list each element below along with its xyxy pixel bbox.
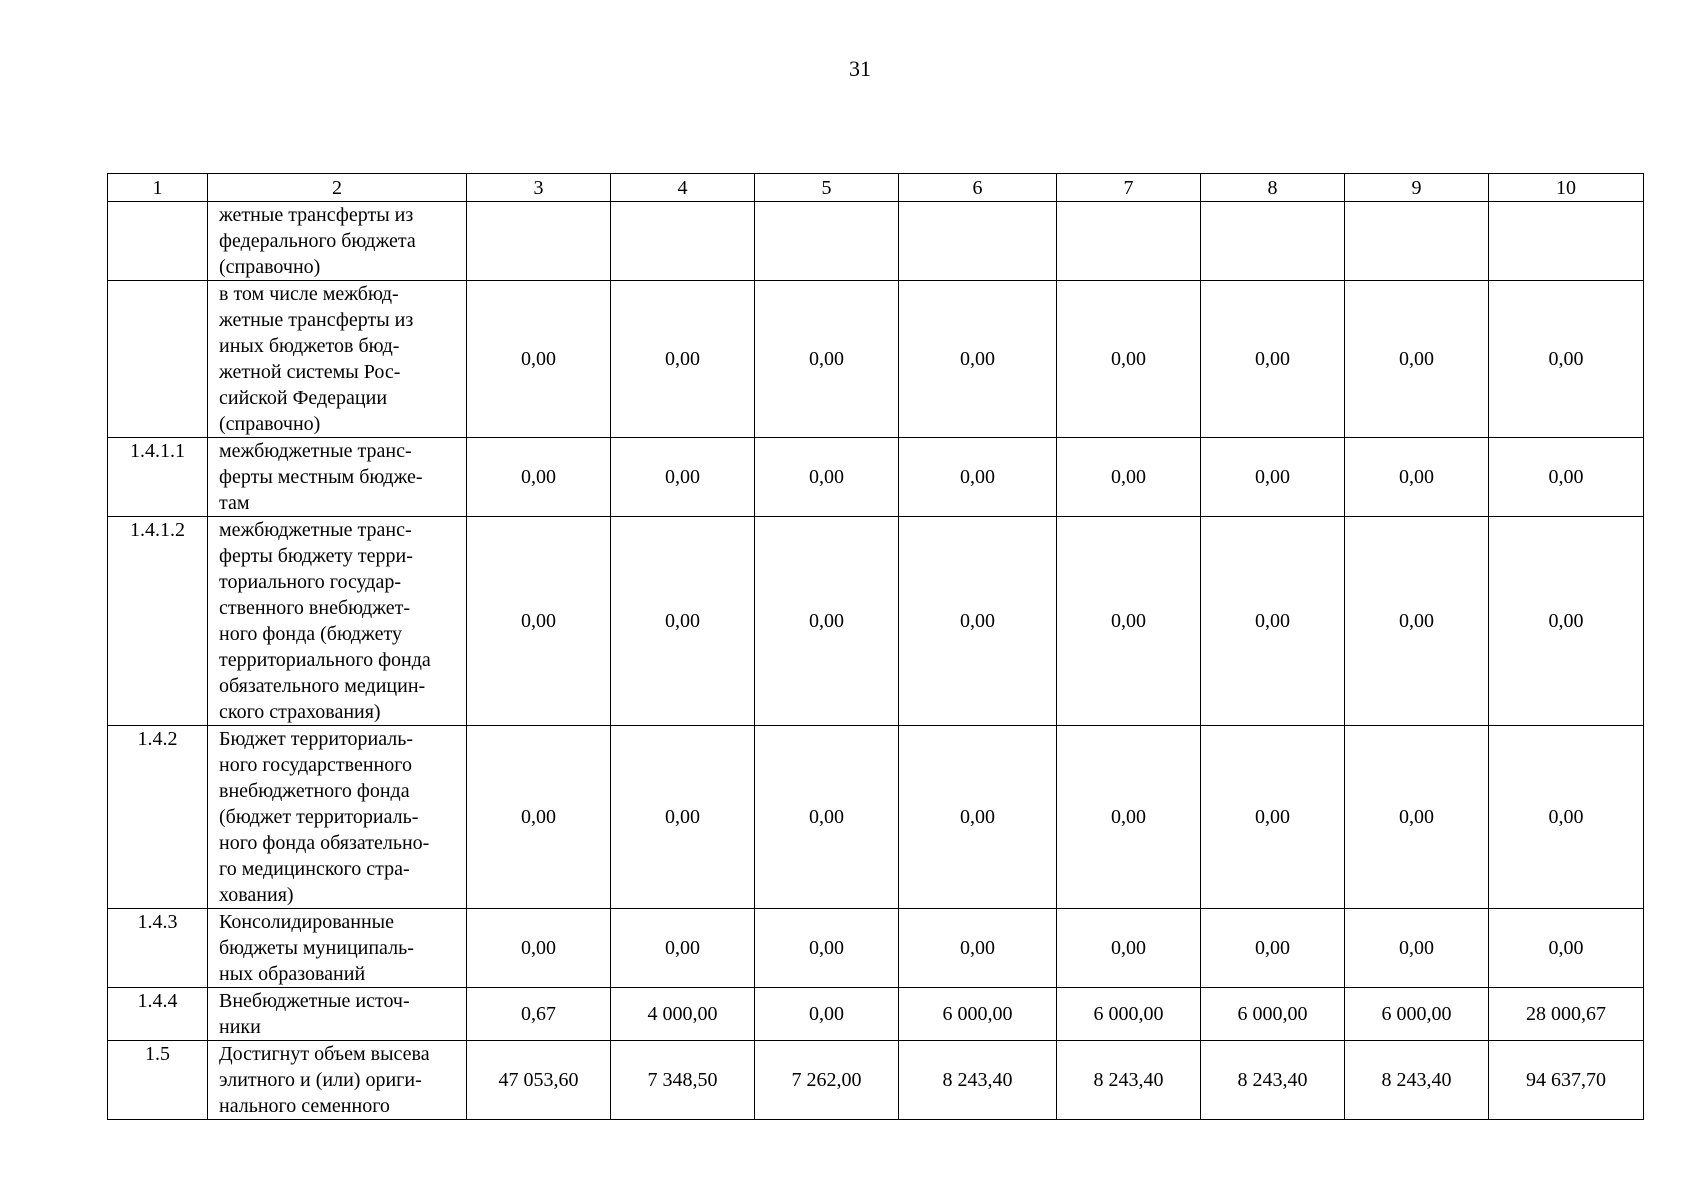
row-name-line: нального семенного	[219, 1095, 390, 1117]
row-name-line: (бюджет территориаль-	[219, 806, 419, 828]
row-name-line: межбюджетные транс-	[219, 440, 412, 462]
header-cell: 6	[899, 174, 1057, 202]
value-cell: 0,00	[611, 909, 755, 988]
value-cell: 0,00	[467, 438, 611, 517]
value-cell	[467, 202, 611, 281]
header-cell: 2	[208, 174, 467, 202]
value-cell: 0,00	[1201, 438, 1345, 517]
row-name-cell	[208, 909, 467, 988]
row-name-line: жетные трансферты из	[219, 204, 414, 226]
value-cell: 0,00	[1201, 281, 1345, 438]
row-name-line: ферты местным бюдже-	[219, 466, 423, 488]
value-cell: 4 000,00	[611, 988, 755, 1041]
row-name-line: в том числе межбюд-	[219, 283, 399, 305]
row-name-cell	[208, 726, 467, 909]
value-cell: 0,00	[467, 726, 611, 909]
value-cell: 0,00	[611, 726, 755, 909]
row-name-cell	[208, 438, 467, 517]
value-cell	[1345, 202, 1489, 281]
value-cell	[1489, 202, 1644, 281]
header-row	[108, 174, 1644, 202]
value-cell: 0,00	[899, 438, 1057, 517]
table-row	[108, 517, 1644, 726]
row-name-cell	[208, 202, 467, 281]
value-cell: 0,00	[755, 517, 899, 726]
row-name-line: ного фонда (бюджету	[219, 623, 402, 645]
value-cell	[899, 202, 1057, 281]
row-name-line: Достигнут объем высева	[219, 1043, 430, 1065]
value-cell: 0,00	[1489, 281, 1644, 438]
value-cell: 7 348,50	[611, 1041, 755, 1120]
table-body	[108, 174, 1644, 1120]
row-name-line: ственного внебюджет-	[219, 597, 411, 619]
value-cell: 0,00	[1345, 726, 1489, 909]
row-name-line: жетной системы Рос-	[219, 361, 401, 383]
value-cell: 0,00	[899, 517, 1057, 726]
row-name-line: ферты бюджету терри-	[219, 545, 413, 567]
value-cell: 0,00	[1489, 438, 1644, 517]
value-cell: 0,00	[755, 438, 899, 517]
row-number-cell: 1.5	[108, 1041, 208, 1120]
value-cell: 0,00	[1201, 726, 1345, 909]
value-cell: 0,00	[899, 726, 1057, 909]
value-cell: 0,00	[467, 517, 611, 726]
value-cell: 0,00	[755, 988, 899, 1041]
value-cell: 0,00	[755, 281, 899, 438]
value-cell: 8 243,40	[1201, 1041, 1345, 1120]
row-name-line: ных образований	[219, 963, 366, 985]
budget-table	[107, 173, 1644, 1120]
row-name-line: ники	[219, 1016, 261, 1038]
value-cell: 0,00	[611, 438, 755, 517]
row-name-line: федерального бюджета	[219, 230, 416, 252]
value-cell: 94 637,70	[1489, 1041, 1644, 1120]
row-name-line: внебюджетного фонда	[219, 780, 410, 802]
value-cell: 0,00	[1057, 517, 1201, 726]
row-name-line: Внебюджетные источ-	[219, 990, 410, 1012]
row-name-line: ского страхования)	[219, 701, 381, 723]
value-cell: 0,00	[1201, 517, 1345, 726]
table-row	[108, 1041, 1644, 1120]
row-number-cell	[108, 281, 208, 438]
header-cell: 3	[467, 174, 611, 202]
row-name-line: иных бюджетов бюд-	[219, 335, 400, 357]
row-name-line: территориального фонда	[219, 649, 431, 671]
value-cell: 0,00	[755, 726, 899, 909]
value-cell: 0,00	[899, 281, 1057, 438]
value-cell	[755, 202, 899, 281]
value-cell: 0,67	[467, 988, 611, 1041]
row-name-line: Бюджет территориаль-	[219, 728, 414, 750]
value-cell: 0,00	[1201, 909, 1345, 988]
value-cell: 47 053,60	[467, 1041, 611, 1120]
value-cell: 0,00	[1057, 281, 1201, 438]
value-cell	[1201, 202, 1345, 281]
value-cell	[611, 202, 755, 281]
value-cell: 0,00	[611, 281, 755, 438]
value-cell: 0,00	[1345, 438, 1489, 517]
value-cell	[1057, 202, 1201, 281]
row-name-line: хования)	[219, 884, 294, 906]
row-name-line: ториального государ-	[219, 571, 402, 593]
header-cell: 10	[1489, 174, 1644, 202]
value-cell: 0,00	[755, 909, 899, 988]
row-number-cell: 1.4.3	[108, 909, 208, 988]
value-cell: 0,00	[1057, 909, 1201, 988]
value-cell: 0,00	[1345, 909, 1489, 988]
row-name-line: там	[219, 492, 250, 514]
row-number-cell	[108, 202, 208, 281]
value-cell: 8 243,40	[1057, 1041, 1201, 1120]
row-name-line: жетные трансферты из	[219, 309, 414, 331]
row-number-cell: 1.4.4	[108, 988, 208, 1041]
header-cell: 9	[1345, 174, 1489, 202]
value-cell: 0,00	[1345, 281, 1489, 438]
table-row	[108, 438, 1644, 517]
row-name-line: сийской Федерации	[219, 387, 388, 409]
row-name-line: межбюджетные транс-	[219, 519, 412, 541]
row-name-line: го медицинского стра-	[219, 858, 410, 880]
row-name-cell	[208, 1041, 467, 1120]
value-cell: 7 262,00	[755, 1041, 899, 1120]
row-name-line: (справочно)	[219, 256, 321, 278]
value-cell: 0,00	[1345, 517, 1489, 726]
value-cell: 8 243,40	[899, 1041, 1057, 1120]
header-cell: 1	[108, 174, 208, 202]
row-name-line: обязательного медицин-	[219, 675, 426, 697]
value-cell: 0,00	[1057, 438, 1201, 517]
value-cell: 0,00	[899, 909, 1057, 988]
row-name-cell	[208, 988, 467, 1041]
value-cell: 0,00	[1489, 726, 1644, 909]
row-name-line: бюджеты муниципаль-	[219, 937, 414, 959]
value-cell: 0,00	[611, 517, 755, 726]
value-cell: 0,00	[1489, 517, 1644, 726]
row-number-cell: 1.4.2	[108, 726, 208, 909]
row-name-cell	[208, 517, 467, 726]
row-name-cell	[208, 281, 467, 438]
value-cell: 0,00	[1489, 909, 1644, 988]
row-number-cell: 1.4.1.2	[108, 517, 208, 726]
row-name-line: ного фонда обязательно-	[219, 832, 430, 854]
header-cell: 8	[1201, 174, 1345, 202]
header-cell: 5	[755, 174, 899, 202]
value-cell: 0,00	[467, 909, 611, 988]
table-row	[108, 726, 1644, 909]
table-row	[108, 988, 1644, 1041]
value-cell: 0,00	[467, 281, 611, 438]
header-cell: 7	[1057, 174, 1201, 202]
table-row	[108, 909, 1644, 988]
row-number-cell: 1.4.1.1	[108, 438, 208, 517]
value-cell: 6 000,00	[1057, 988, 1201, 1041]
table-row	[108, 281, 1644, 438]
row-name-line: Консолидированные	[219, 911, 394, 933]
value-cell: 6 000,00	[1201, 988, 1345, 1041]
row-name-line: ного государственного	[219, 754, 412, 776]
table-row	[108, 202, 1644, 281]
value-cell: 6 000,00	[899, 988, 1057, 1041]
value-cell: 0,00	[1057, 726, 1201, 909]
value-cell: 28 000,67	[1489, 988, 1644, 1041]
value-cell: 8 243,40	[1345, 1041, 1489, 1120]
header-cell: 4	[611, 174, 755, 202]
row-name-line: элитного и (или) ориги-	[219, 1069, 422, 1091]
value-cell: 6 000,00	[1345, 988, 1489, 1041]
page-number: 31	[849, 56, 871, 81]
row-name-line: (справочно)	[219, 413, 321, 435]
